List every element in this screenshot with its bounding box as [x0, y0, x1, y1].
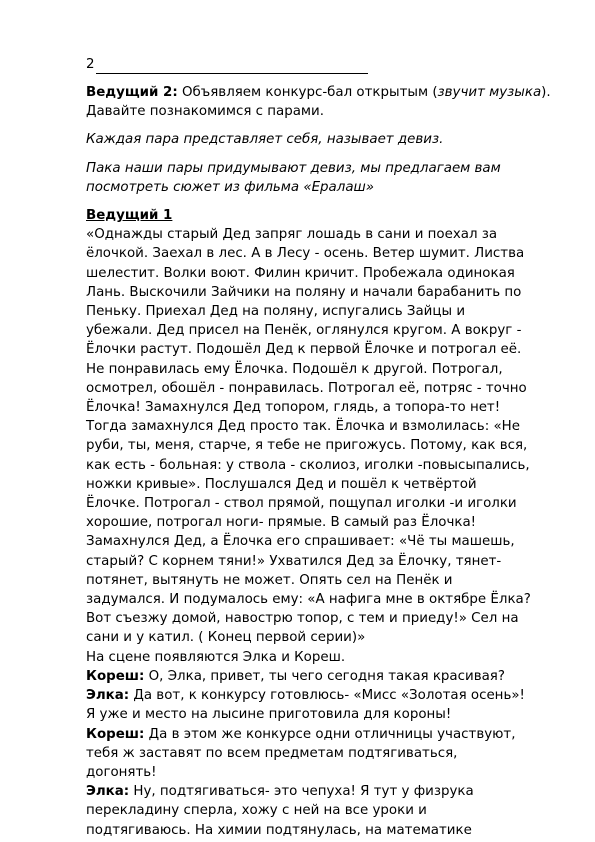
story-line: задумался. И подумалось ему: «А нафига мне в октябре Ёлка?: [86, 592, 531, 608]
dialogue-text: Ну, подтягиваться- это чепуха! Я тут у физрука: [129, 784, 474, 800]
dialogue-text: тебя ж заставят по всем предметам подтягиваться,: [86, 745, 458, 761]
header-rule: [96, 59, 368, 74]
story-line: старый? С корнем тяни!» Ухватился Дед за Ёлочку, тянет-: [86, 553, 502, 569]
stage-direction: На сцене появляются Элка и Кореш.: [86, 649, 346, 665]
story-line: хорошие, потрогал ноги- прямые. В самый раз Ёлочка!: [86, 515, 477, 531]
dialogue-text: Да вот, к конкурсу готовлюсь- «Мисс «Золотая осень»!: [129, 688, 525, 704]
dialogue-entry: [86, 725, 566, 783]
story-line: ёлочкой. Заехал в лес. А в Лесу - осень. Ветер шумит. Листва: [86, 246, 525, 262]
story-line: Пеньку. Приехал Дед на поляну, испугались Зайцы и: [86, 304, 466, 320]
dialogue-entry: [86, 686, 566, 724]
dialogue-text: Да в этом же конкурсе одни отличницы участвуют,: [144, 726, 516, 742]
story-line: Не понравилась ему Ёлочка. Подошёл к другой. Потрогал,: [86, 361, 503, 377]
host1-heading: Ведущий 1: [86, 208, 173, 224]
dialogue-speaker: Кореш:: [86, 668, 145, 684]
host2-speaker: Ведущий 2:: [86, 85, 178, 100]
story-line: шелестит. Волки воют. Филин кричит. Пробежала одинокая: [86, 265, 515, 281]
story-line: сани и у катил. ( Конец первой серии)»: [86, 630, 366, 646]
host2-text-after: ). Давайте познакомимся с парами.: [86, 85, 551, 120]
story-line: руби, ты, меня, старче, я тебе не пригожусь. Потому, как вся,: [86, 438, 528, 454]
dialogue-text: перекладину сперла, хожу с ней на все уроки и: [86, 803, 427, 819]
dialogue-speaker: Элка:: [86, 688, 130, 704]
dialogue-entry: [86, 782, 566, 840]
dialogue-line: [86, 725, 566, 744]
story-line: Лань. Выскочили Зайчики на поляну и начали барабанить по: [86, 284, 522, 300]
host2-paragraph: [86, 83, 566, 121]
story-line: Ёлочки растут. Подошёл Дед к первой Ёлочке и потрогал её.: [86, 342, 522, 358]
dialogue-entry: [86, 667, 566, 686]
story-line: Вот съезжу домой, навострю топор, с тем и приеду!» Сел на: [86, 611, 519, 627]
story-line: Замахнулся Дед, а Ёлочка его спрашивает: «Чё ты машешь,: [86, 534, 515, 550]
dialogue-block: [86, 667, 566, 840]
dialogue-line: [86, 801, 566, 820]
dialogue-line: [86, 667, 566, 686]
story-line: Ёлочка! Замахнулся Дед топором, глядь, а топора-то нет!: [86, 400, 501, 416]
dialogue-speaker: Кореш:: [86, 726, 145, 742]
story-line: «Однажды старый Дед запряг лошадь в сани и поехал за: [86, 227, 498, 243]
story-line: потянет, вытянуть не может. Опять сел на Пенёк и: [86, 572, 453, 588]
host2-music-note: звучит музыка: [437, 85, 542, 100]
dialogue-speaker: Элка:: [86, 784, 130, 800]
dialogue-text: О, Элка, привет, ты чего сегодня такая красивая?: [144, 668, 505, 684]
page-number-line: [86, 56, 566, 74]
italic-instruction-2: Пака наши пары придумывают девиз, мы предлагаем вам посмотреть сюжет из фильма «Ералаш»: [86, 160, 501, 195]
italic-instruction-1: Каждая пара представляет себя, называет девиз.: [86, 132, 444, 148]
page-number: 2: [86, 56, 95, 72]
dialogue-line: [86, 763, 566, 782]
dialogue-line: [86, 686, 566, 705]
story-line: ножки кривые». Послушался Дед и пошёл к четвёртой: [86, 476, 477, 492]
dialogue-text: догонять!: [86, 764, 157, 780]
story-line: как есть - больная: у ствола - сколиоз, иголки -повысыпались,: [86, 457, 530, 473]
dialogue-text: подтягиваюсь. На химии подтянулась, на математике: [86, 822, 472, 838]
story-line: Ёлочке. Потрогал - ствол прямой, пощупал иголки -и иголки: [86, 496, 517, 512]
dialogue-line: [86, 821, 566, 840]
story-line: Тогда замахнулся Дед просто так. Ёлочка и взмолилась: «Не: [86, 419, 520, 435]
dialogue-line: [86, 782, 566, 801]
story-line: осмотрел, обошёл - понравилась. Потрогал её, потряс - точно: [86, 380, 527, 396]
dialogue-line: [86, 744, 566, 763]
document-page: [86, 56, 566, 840]
dialogue-line: [86, 705, 566, 724]
story-line: убежали. Дед присел на Пенёк, оглянулся кругом. А вокруг -: [86, 323, 522, 339]
story-block: [86, 225, 566, 647]
host2-text-before: Объявляем конкурс-бал открытым (: [177, 85, 438, 100]
dialogue-text: Я уже и место на лысине приготовила для короны!: [86, 707, 452, 723]
